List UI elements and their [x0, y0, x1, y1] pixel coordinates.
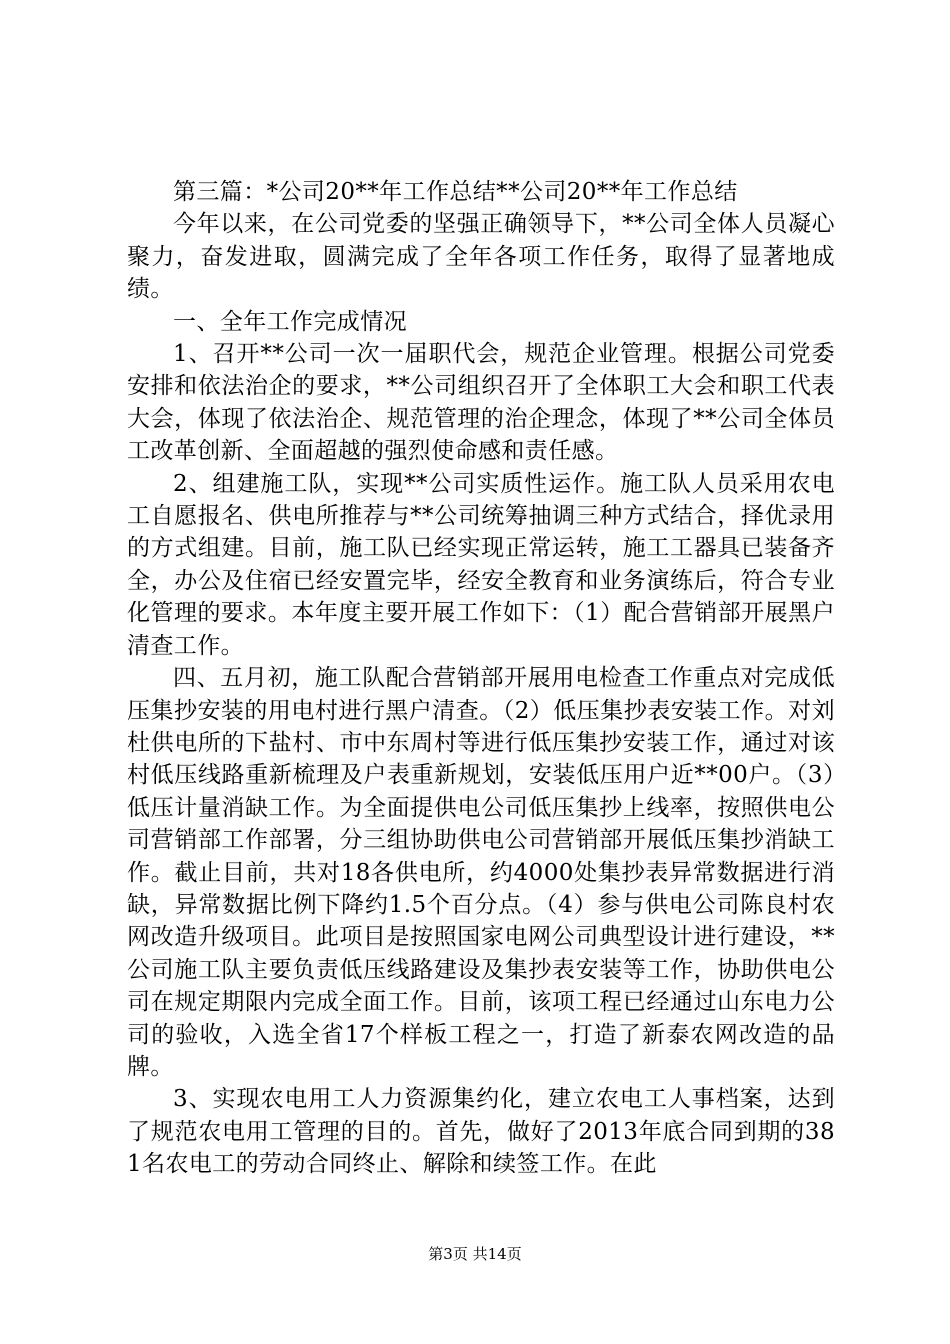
document-title: 第三篇：*公司20**年工作总结**公司20**年工作总结 — [173, 179, 738, 205]
paragraph-4: 3、实现农电用工人力资源集约化，建立农电工人事档案，达到了规范农电用工管理的目的。首先，做好了2013年底合同到期的381名农电工的劳动合同终止、解除和续签工作。在此 — [127, 1086, 835, 1178]
paragraph-3: 四、五月初，施工队配合营销部开展用电检查工作重点对完成低压集抄安装的用电村进行黑户清查。（2）低压集抄表安装工作。对刘杜供电所的下盐村、市中东周村等进行低压集抄安装工作，通过对该村低压线路重新梳理及户表重新规划，安装低压用户近**00户。（3）低压计量消缺工作。为全面提供电公司低压集抄上线率，按照供电公司营销部工作部署，分三组协助供电公司营销部开展低压集抄消缺工作。截止目前，共对18各供电所，约4000处集抄表异常数据进行消缺，异常数据比例下降约1.5个百分点。（4）参与供电公司陈良村农网改造升级项目。此项目是按照国家电网公司典型设计进行建设，**公司施工队主要负责低压线路建设及集抄表安装等工作，协助供电公司在规定期限内完成全面工作。目前，该项工程已经通过山东电力公司的验收，入选全省17个样板工程之一，打造了新泰农网改造的品牌。 — [127, 665, 835, 1080]
paragraph-2: 2、组建施工队，实现**公司实质性运作。施工队人员采用农电工自愿报名、供电所推荐与**公司统筹抽调三种方式结合，择优录用的方式组建。目前，施工队已经实现正常运转，施工工器具已装备齐全，办公及住宿已经安置完毕，经安全教育和业务演练后，符合专业化管理的要求。本年度主要开展工作如下：（1）配合营销部开展黑户清查工作。 — [127, 470, 835, 659]
section-heading: 一、全年工作完成情况 — [173, 308, 407, 335]
page-footer: 第3页 共14页 — [428, 1245, 522, 1263]
document-body — [127, 176, 835, 1181]
intro-paragraph: 今年以来，在公司党委的坚强正确领导下，**公司全体人员凝心聚力，奋发进取，圆满完成了全年各项工作任务，取得了显著地成绩。 — [127, 211, 835, 303]
paragraph-1: 1、召开**公司一次一届职代会，规范企业管理。根据公司党委安排和依法治企的要求，**公司组织召开了全体职工大会和职工代表大会，体现了依法治企、规范管理的治企理念，体现了**公司全体员工改革创新、全面超越的强烈使命感和责任感。 — [127, 341, 835, 465]
